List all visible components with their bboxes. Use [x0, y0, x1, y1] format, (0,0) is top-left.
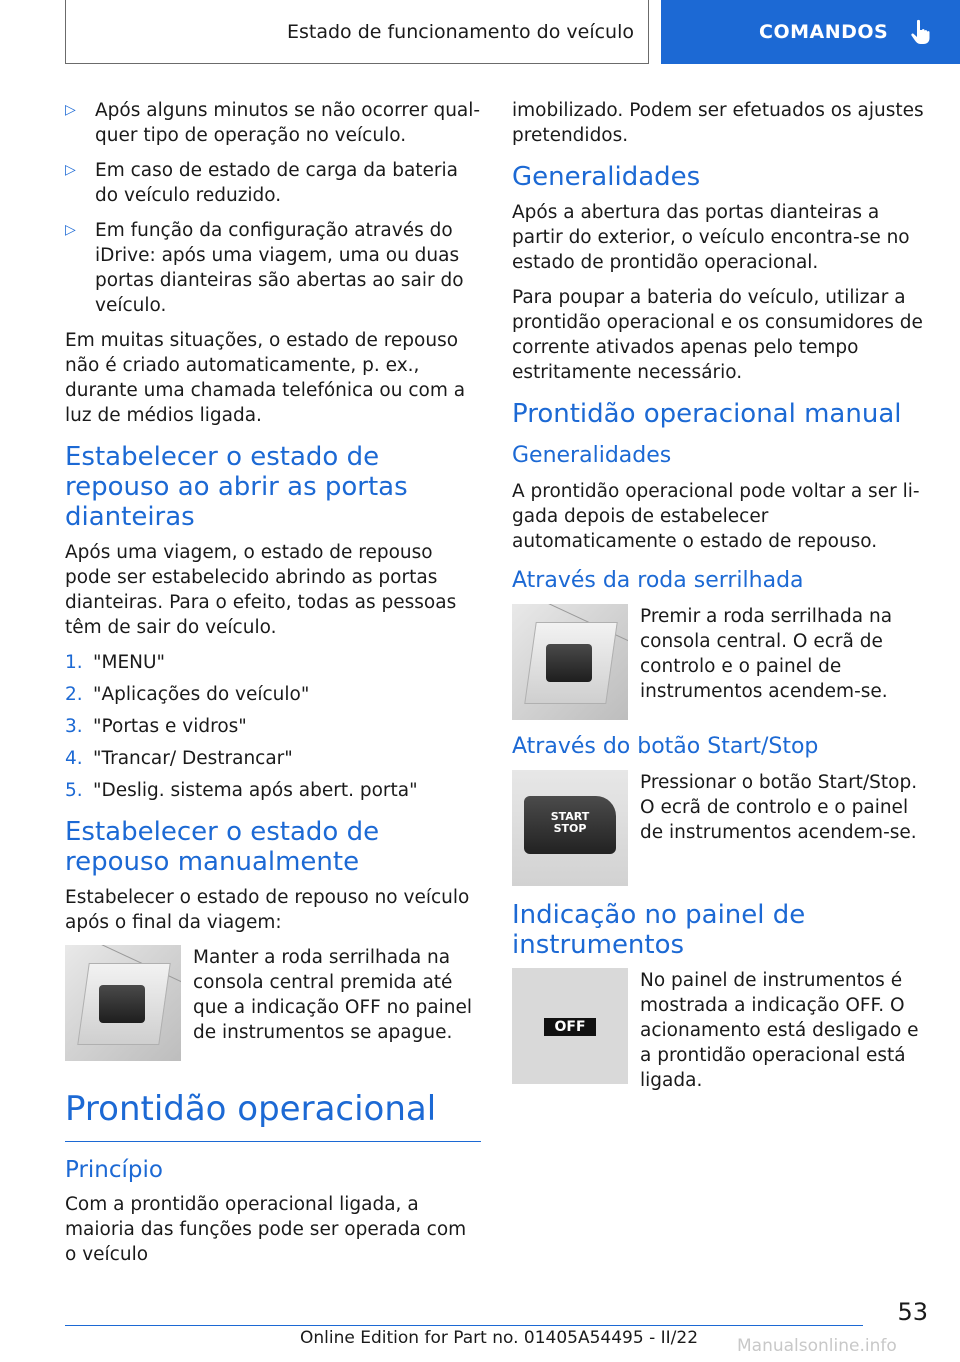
paragraph-principle: Com a prontidão operacional ligada, a maioria das funções pode ser operada com o veículo — [65, 1194, 467, 1265]
knurled-wheel-image — [512, 604, 628, 720]
list-item: ▷ Em caso de estado de carga da bateria do veículo reduzido. — [65, 160, 459, 206]
off-badge: OFF — [544, 1018, 596, 1036]
heading-manual-readiness: Prontidão operacional manual — [512, 399, 902, 429]
header-section-title: Estado de funcionamento do veículo — [286, 20, 634, 43]
list-item: 1. "MENU" — [65, 652, 166, 673]
heading-rest-state-manual: Estabelecer o estado de repouso manualmente — [65, 817, 380, 877]
header-chapter-title: COMANDOS — [759, 21, 889, 43]
figure-text-wheel: Premir a roda serrilhada na consola central. O ecrã de controlo e o painel de instrumentos acendem-se. — [640, 606, 893, 702]
figure-text-startstop: Pressionar o botão Start/Stop. O ecrã de controlo e o painel de instrumentos acendem-se. — [640, 772, 918, 843]
heading-operational-readiness: Prontidão operacional — [65, 1087, 481, 1142]
paragraph-situations: Em muitas situações, o estado de repouso não é criado automaticamente, p. ex., durante uma chamada telefónica ou com a luz de médios ligada. — [65, 330, 466, 426]
page-number: 53 — [897, 1298, 928, 1326]
watermark: Manualsonline.info — [737, 1336, 897, 1356]
figure-row-wheel — [512, 604, 928, 720]
list-item: 2. "Aplicações do veículo" — [65, 684, 310, 705]
start-stop-button-graphic — [524, 796, 616, 854]
stop-label: STOP — [553, 822, 587, 835]
heading-rest-state-doors: Estabelecer o estado de repouso ao abrir as portas dianteiras — [65, 442, 408, 532]
paragraph-general-2: Para poupar a bateria do veículo, utilizar a prontidão operacional e os consumidores de corrente ativados apenas pelo tempo estritamente necessário. — [512, 287, 923, 383]
list-item: ▷ Em função da configuração através do iDrive: após uma viagem, uma ou duas portas dianteiras são abertas ao sair do veículo. — [65, 220, 464, 316]
paragraph-general-3: A prontidão operacional pode voltar a ser ligada depois de estabelecer automaticamente o estado de repouso. — [512, 481, 920, 552]
figure-text-manual: Manter a roda serrilhada na consola central premida até que a indicação OFF no painel de instrumentos se apague. — [193, 947, 473, 1043]
start-stop-button-image — [512, 770, 628, 886]
triangle-bullet-icon: ▷ — [65, 162, 76, 178]
off-indicator-image — [512, 968, 628, 1084]
list-item: 4. "Trancar/ Destrancar" — [65, 748, 293, 769]
paragraph-continued: imobilizado. Podem ser efetuados os ajustes pretendidos. — [512, 100, 924, 146]
list-item: 3. "Portas e vidros" — [65, 716, 247, 737]
paragraph-general-1: Após a abertura das portas dianteiras a partir do exterior, o veículo encontra-se no estado de prontidão operacional. — [512, 202, 910, 273]
figure-row-manual — [65, 945, 481, 1061]
figure-row-startstop — [512, 770, 928, 886]
header-chapter-tab — [661, 0, 960, 64]
knurled-wheel-image — [65, 945, 181, 1061]
heading-start-stop: Através do botão Start/Stop — [512, 734, 819, 759]
triangle-bullet-icon: ▷ — [65, 102, 76, 118]
header-section-tab — [65, 0, 649, 64]
heading-principle: Princípio — [65, 1157, 163, 1183]
paragraph-doors: Após uma viagem, o estado de repouso pode ser estabelecido abrindo as portas dianteiras. Para o efeito, todas as pessoas têm de sair do veículo. — [65, 542, 457, 638]
list-item: 5. "Deslig. sistema após abert. porta" — [65, 780, 418, 801]
hand-pointer-icon — [910, 19, 932, 45]
start-label: START — [550, 810, 590, 823]
heading-general-2: Generalidades — [512, 443, 672, 468]
heading-instrument-display: Indicação no painel de instrumentos — [512, 900, 806, 960]
list-item: ▷ Após alguns minutos se não ocorrer qualquer tipo de operação no veículo. — [65, 100, 481, 146]
paragraph-manual: Estabelecer o estado de repouso no veículo após o final da viagem: — [65, 887, 470, 933]
footer-divider — [65, 1325, 863, 1326]
steps-list — [65, 650, 481, 803]
footer-edition: Online Edition for Part no. 01405A54495 - II/22 — [300, 1328, 699, 1348]
right-column — [512, 98, 928, 1105]
triangle-bullet-icon: ▷ — [65, 222, 76, 238]
left-column — [65, 98, 481, 1277]
heading-knurled-wheel: Através da roda serrilhada — [512, 568, 804, 593]
figure-row-display — [512, 968, 928, 1093]
heading-general: Generalidades — [512, 162, 701, 192]
condition-list — [65, 98, 481, 318]
figure-text-display: No painel de instrumentos é mostrada a indicação OFF. O acionamento está desligado e a prontidão operacional está ligada. — [640, 970, 919, 1091]
